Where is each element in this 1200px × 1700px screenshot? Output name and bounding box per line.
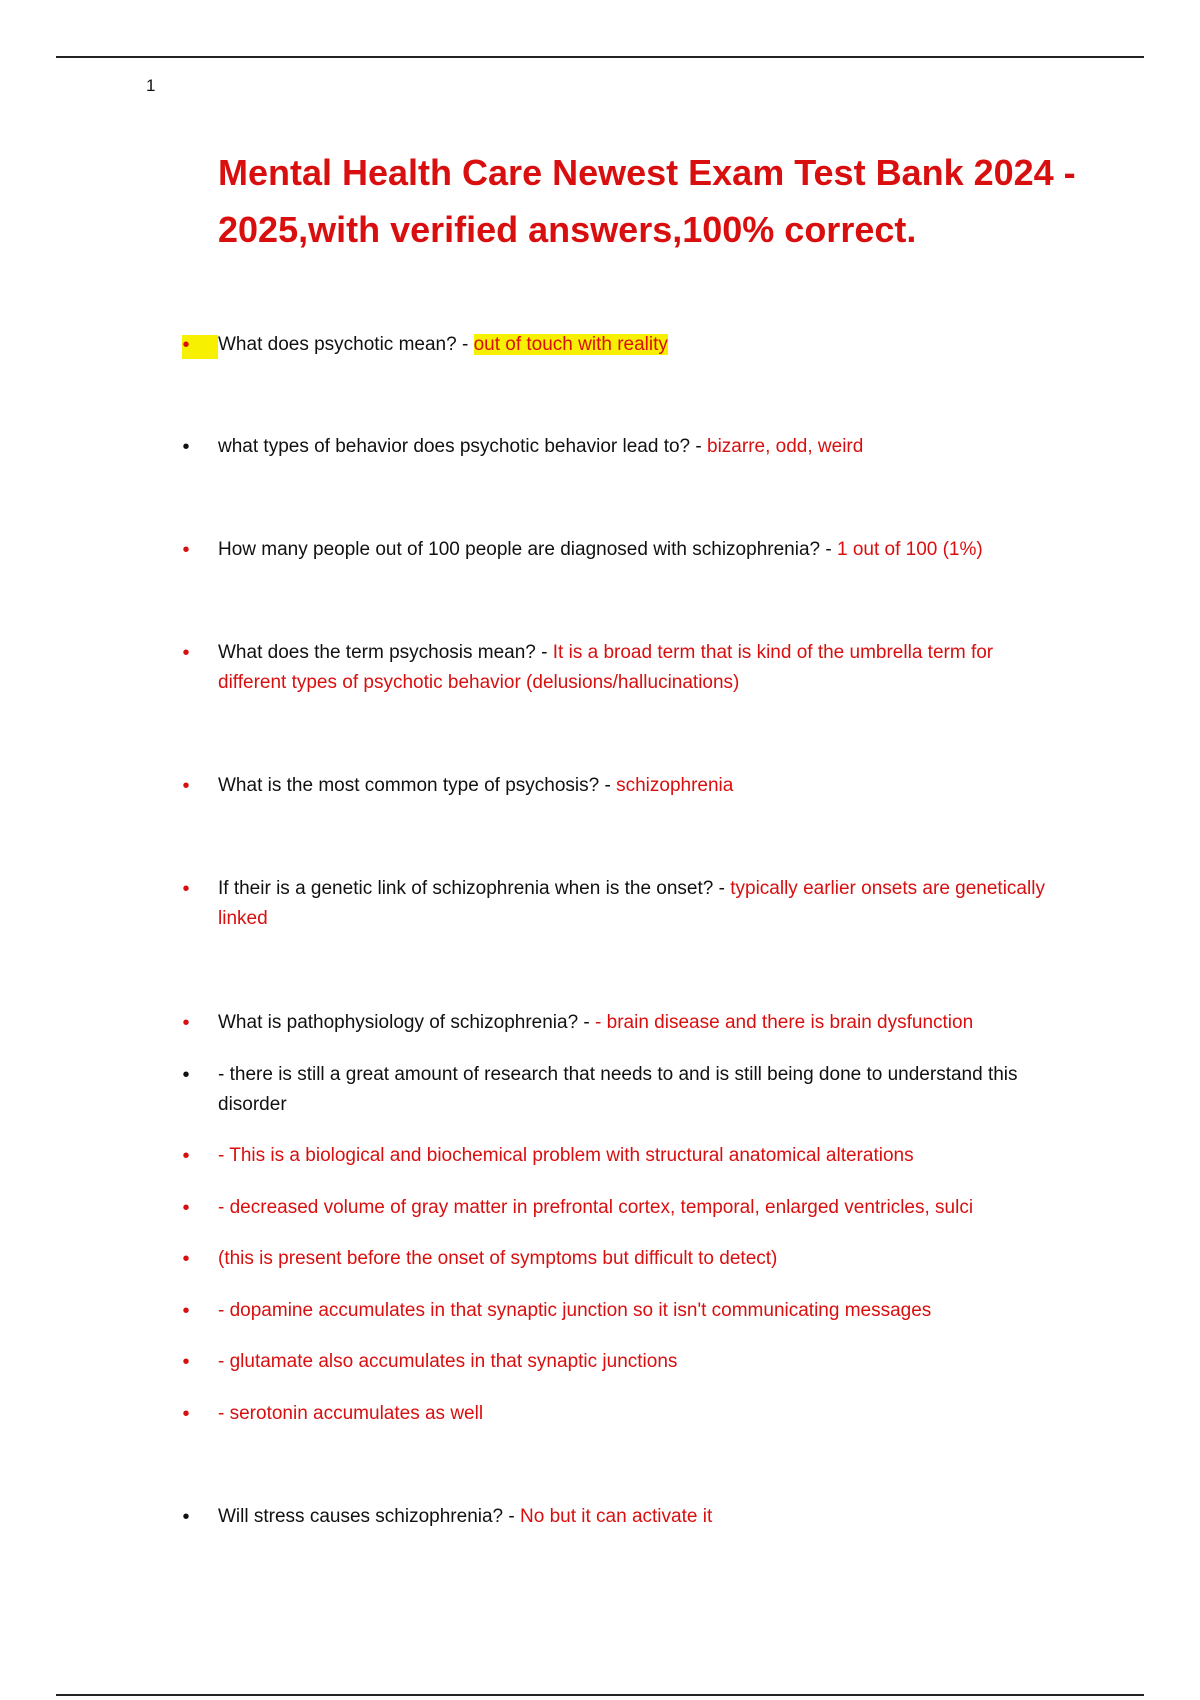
bullet-icon: •	[182, 334, 190, 356]
bullet-icon: •	[182, 1197, 190, 1219]
bullet-icon: •	[182, 1300, 190, 1322]
question-text: what types of behavior does psychotic behavior lead to?	[218, 436, 691, 457]
qa-item	[182, 1502, 1048, 1532]
answer-text: - glutamate also accumulates in that synaptic junctions	[218, 1351, 678, 1372]
answer-text: bizarre, odd, weird	[707, 436, 864, 457]
separator: -	[503, 1506, 521, 1527]
separator: -	[690, 436, 708, 457]
question-text: What is pathophysiology of schizophrenia?	[218, 1012, 579, 1033]
answer-text: - decreased volume of gray matter in prefrontal cortex, temporal, enlarged ventricles, sulci	[218, 1197, 974, 1218]
question-text: How many people out of 100 people are diagnosed with schizophrenia?	[218, 539, 821, 560]
question-text: Will stress causes schizophrenia?	[218, 1506, 504, 1527]
separator: -	[456, 334, 474, 355]
qa-item	[182, 638, 1048, 698]
separator: -	[578, 1012, 596, 1033]
qa-item	[182, 771, 1048, 801]
bullet-icon: •	[182, 436, 190, 458]
qa-item	[182, 1399, 1048, 1429]
separator: -	[820, 539, 837, 560]
bullet-icon: •	[182, 539, 190, 561]
answer-text: 1 out of 100 (1%)	[836, 539, 983, 560]
bullet-icon: •	[182, 775, 190, 797]
qa-item	[182, 1347, 1048, 1377]
answer-text: typically earlier onsets are genetically linked	[218, 878, 1045, 929]
bullet-icon: •	[182, 1145, 190, 1167]
separator: -	[599, 775, 617, 796]
bullet-icon: •	[182, 1248, 190, 1270]
qa-item	[182, 1296, 1048, 1326]
answer-text: - This is a biological and biochemical problem with structural anatomical alterations	[218, 1145, 914, 1166]
answer-text: No but it can activate it	[520, 1506, 713, 1527]
qa-item	[182, 1244, 1048, 1274]
bullet-icon: •	[182, 1012, 190, 1034]
qa-item	[182, 432, 1048, 462]
answer-text: - dopamine accumulates in that synaptic junction so it isn't communicating messages	[218, 1300, 932, 1321]
qa-item	[182, 1008, 1048, 1038]
answer-text: schizophrenia	[616, 775, 734, 796]
qa-item	[182, 1060, 1048, 1120]
question-text: - there is still a great amount of research that needs to and is still being done to understand this disorder	[218, 1064, 1018, 1115]
answer-text: (this is present before the onset of symptoms but difficult to detect)	[218, 1248, 778, 1269]
bullet-icon: •	[182, 1403, 190, 1425]
separator: -	[535, 642, 553, 663]
footer-rule	[56, 1694, 1144, 1696]
document-title: Mental Health Care Newest Exam Test Bank 2024 - 2025,with verified answers,100% correct.	[218, 152, 1076, 250]
bullet-icon: •	[182, 642, 190, 664]
answer-text: - brain disease and there is brain dysfunction	[595, 1012, 974, 1033]
bullet-icon: •	[182, 1351, 190, 1373]
answer-text: - serotonin accumulates as well	[218, 1403, 484, 1424]
bullet-icon: •	[182, 1064, 190, 1086]
separator: -	[713, 878, 731, 899]
question-text: What does psychotic mean?	[218, 334, 457, 355]
qa-item	[182, 1141, 1048, 1171]
qa-item	[182, 330, 1048, 360]
answer-text: It is a broad term that is kind of the umbrella term for different types of psychotic behavior (delusions/hallucinations)	[218, 642, 994, 693]
question-text: If their is a genetic link of schizophrenia when is the onset?	[218, 878, 714, 899]
qa-item	[182, 1193, 1048, 1223]
question-text: What is the most common type of psychosis?	[218, 775, 600, 796]
answer-text: out of touch with reality	[473, 334, 668, 355]
question-text: What does the term psychosis mean?	[218, 642, 536, 663]
bullet-icon: •	[182, 1506, 190, 1528]
page-number: 1	[146, 76, 156, 95]
qa-item	[182, 535, 1048, 565]
bullet-icon: •	[182, 878, 190, 900]
qa-item	[182, 874, 1048, 934]
